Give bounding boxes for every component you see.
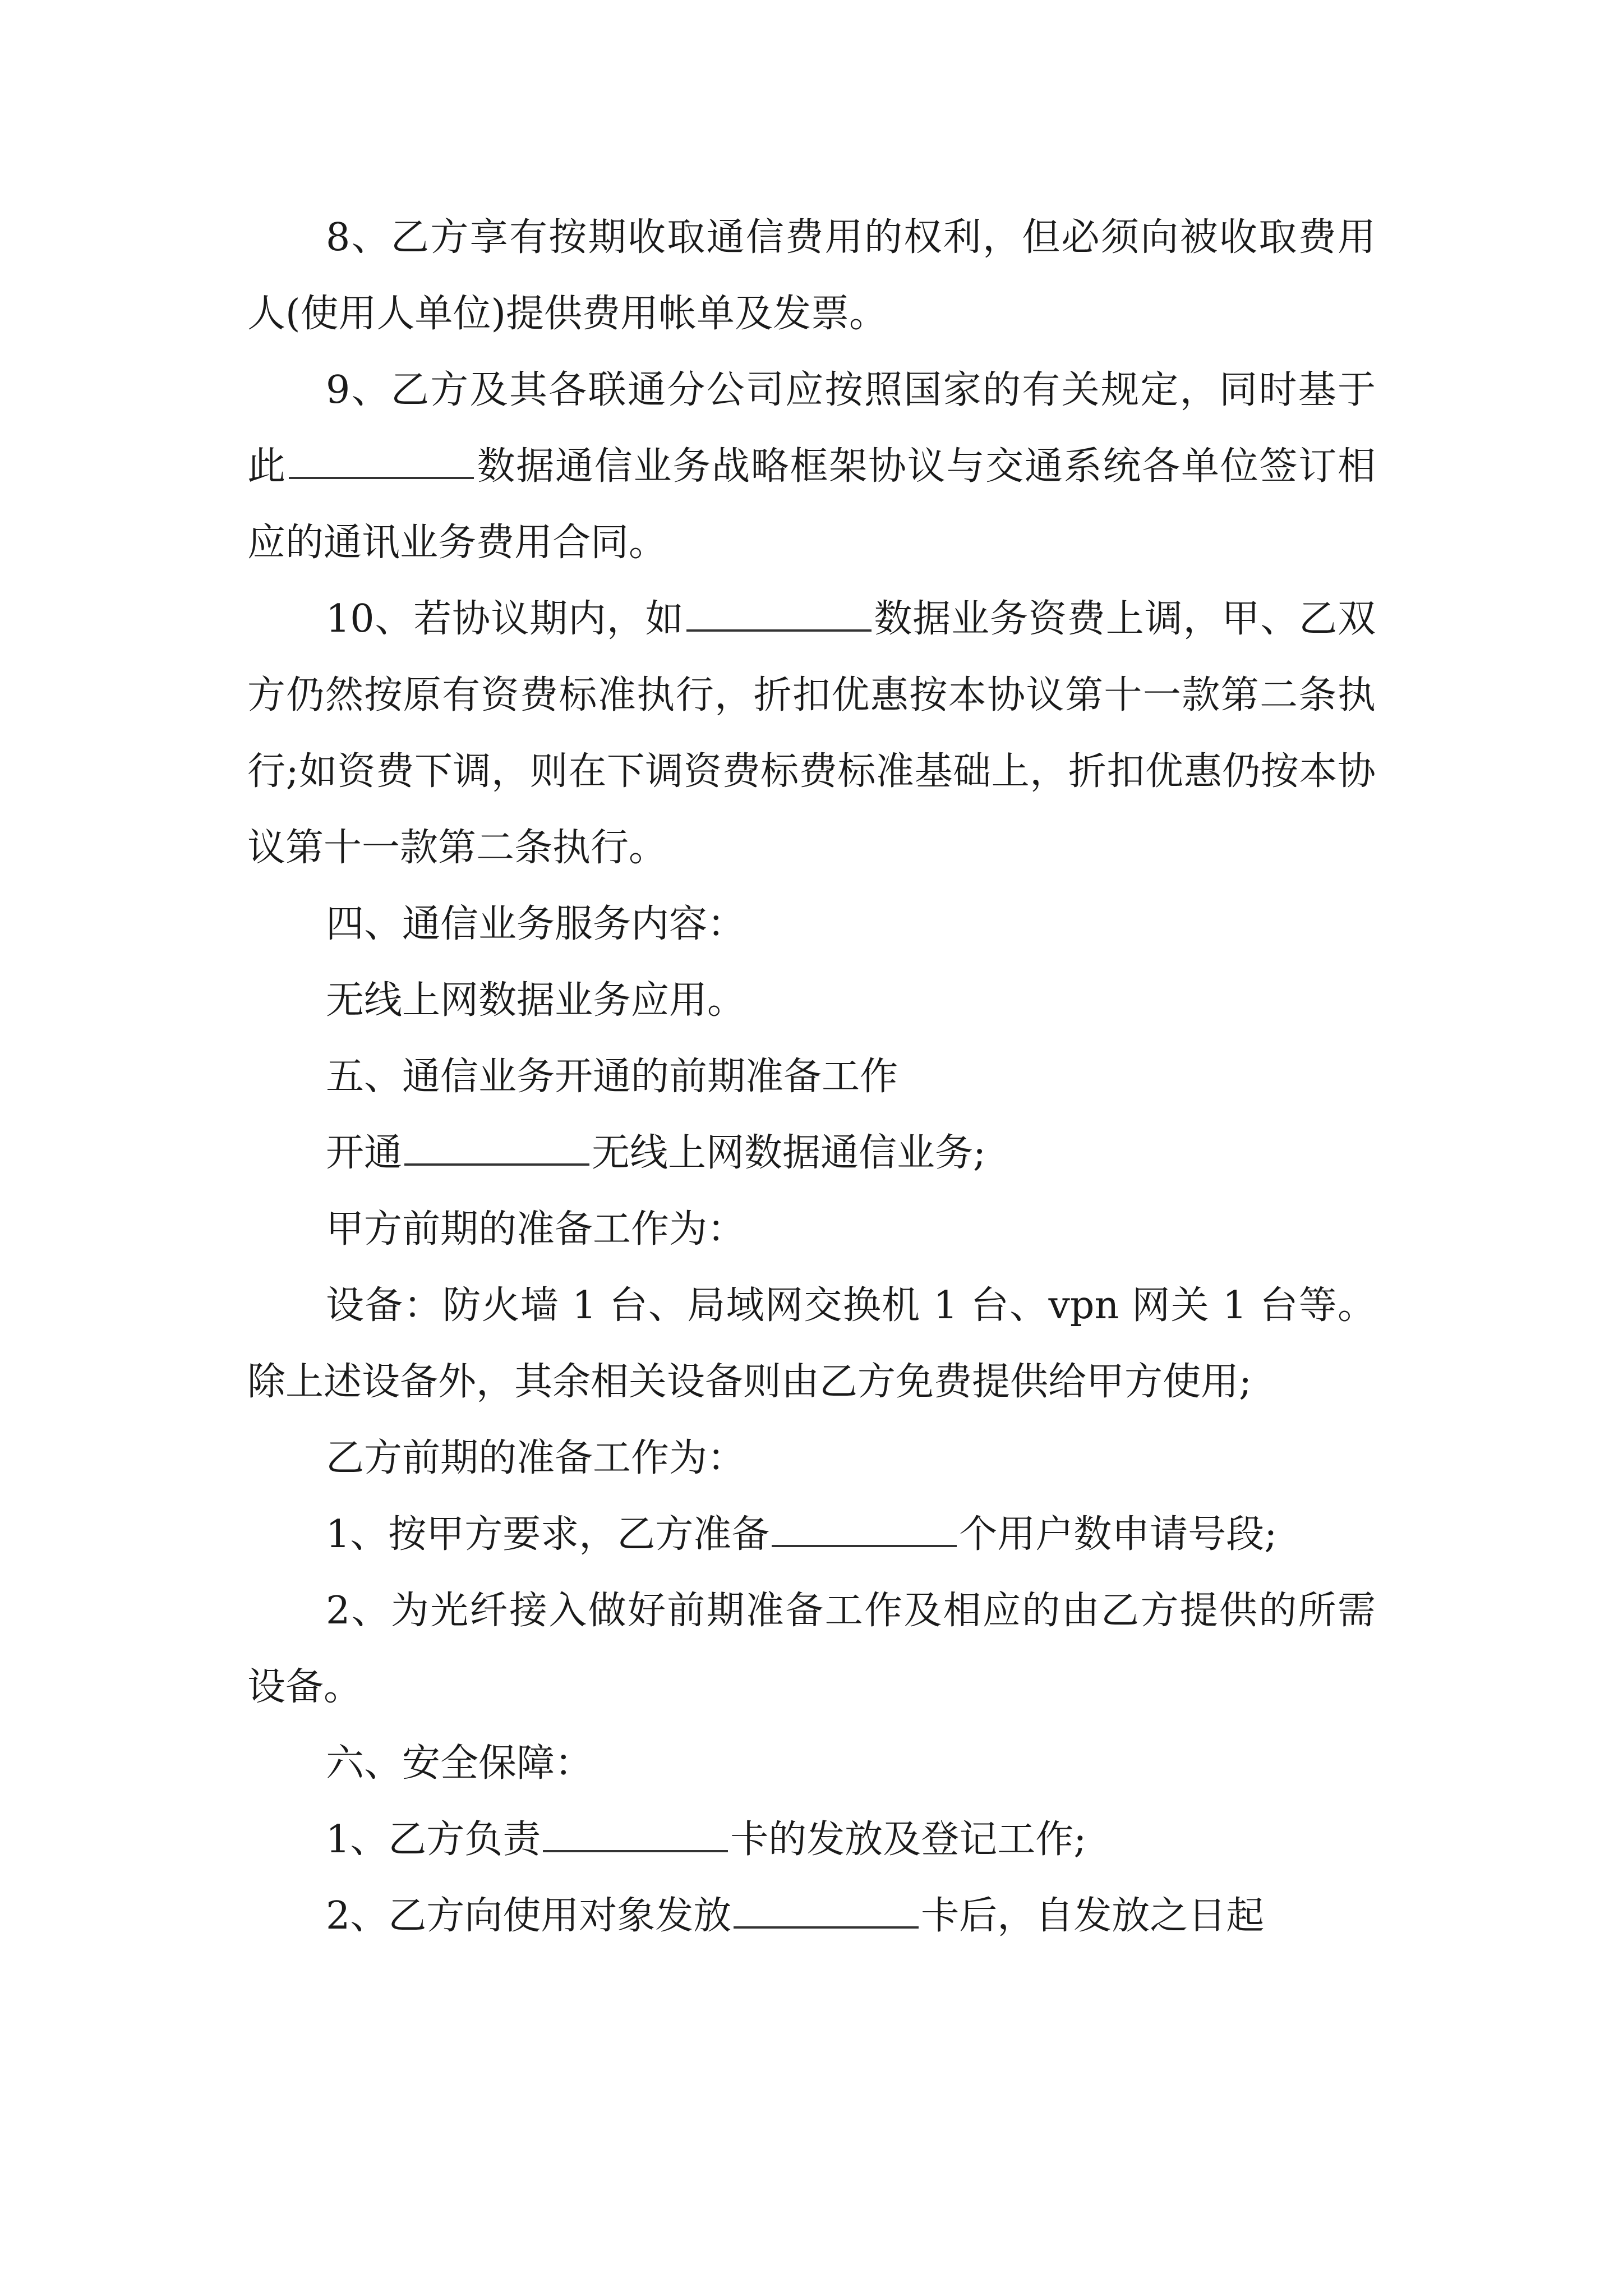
security-item-2-text-a: 2、乙方向使用对象发放 (326, 1894, 732, 1938)
activation-text-a: 开通 (326, 1131, 403, 1175)
section-heading-4-text: 四、通信业务服务内容： (326, 902, 746, 946)
section-heading-6 (247, 1726, 1376, 1802)
fill-in-blank (734, 1895, 919, 1929)
clause-10-text-b: 数据业务资费上调，甲、乙双方仍然按原有资费标准执行，折扣优惠按本协议第十一款第二条执行;如资费下调，则在下调资费标费标准基础上，折扣优惠仍按本协议第十一款第二条执行。 (247, 597, 1376, 870)
clause-8 (247, 200, 1376, 352)
security-item-2-text-b: 卡后，自发放之日起 (921, 1894, 1265, 1938)
party-b-item-1 (247, 1497, 1376, 1573)
fill-in-blank (289, 445, 474, 479)
activation-text-b: 无线上网数据通信业务; (592, 1131, 986, 1175)
party-b-item-2 (247, 1573, 1376, 1726)
equipment-list-text: 设备：防火墙 1 台、局域网交换机 1 台、vpn 网关 1 台等。除上述设备外，其余相关设备则由乙方免费提供给甲方使用; (247, 1283, 1376, 1404)
clause-9-text-a: 9、乙方及其各联通分公司应按照国家的有关规定，同时基于此 (247, 368, 1376, 489)
fill-in-blank (772, 1513, 957, 1547)
security-item-2 (247, 1878, 1376, 1954)
security-item-1 (247, 1802, 1376, 1878)
party-a-prep-heading-text: 甲方前期的准备工作为： (326, 1207, 746, 1251)
party-b-item-2-text: 2、为光纤接入做好前期准备工作及相应的由乙方提供的所需设备。 (247, 1589, 1376, 1709)
fill-in-blank (404, 1132, 589, 1166)
clause-8-text: 8、乙方享有按期收取通信费用的权利，但必须向被收取费用人(使用人单位)提供费用帐单及发票。 (247, 215, 1376, 336)
activation-line (247, 1115, 1376, 1191)
service-content (247, 963, 1376, 1039)
party-b-prep-heading-text: 乙方前期的准备工作为： (326, 1436, 746, 1480)
security-item-1-text-a: 1、乙方负责 (326, 1818, 541, 1862)
section-heading-6-text: 六、安全保障： (326, 1741, 593, 1786)
party-b-prep-heading (247, 1420, 1376, 1497)
security-item-1-text-b: 卡的发放及登记工作; (730, 1818, 1087, 1862)
party-b-item-1-text-a: 1、按甲方要求，乙方准备 (326, 1512, 770, 1557)
section-heading-4 (247, 886, 1376, 963)
section-heading-5 (247, 1039, 1376, 1115)
fill-in-blank (686, 598, 872, 632)
equipment-list (247, 1268, 1376, 1420)
party-a-prep-heading (247, 1191, 1376, 1268)
clause-9 (247, 352, 1376, 581)
section-heading-5-text: 五、通信业务开通的前期准备工作 (326, 1055, 898, 1099)
clause-9-text-b: 数据通信业务战略框架协议与交通系统各单位签订相应的通讯业务费用合同。 (247, 444, 1376, 565)
clause-10 (247, 581, 1376, 886)
service-content-text: 无线上网数据业务应用。 (326, 978, 746, 1023)
fill-in-blank (543, 1819, 728, 1852)
party-b-item-1-text-b: 个用户数申请号段; (959, 1512, 1278, 1557)
clause-10-text-a: 10、若协议期内，如 (326, 597, 684, 641)
